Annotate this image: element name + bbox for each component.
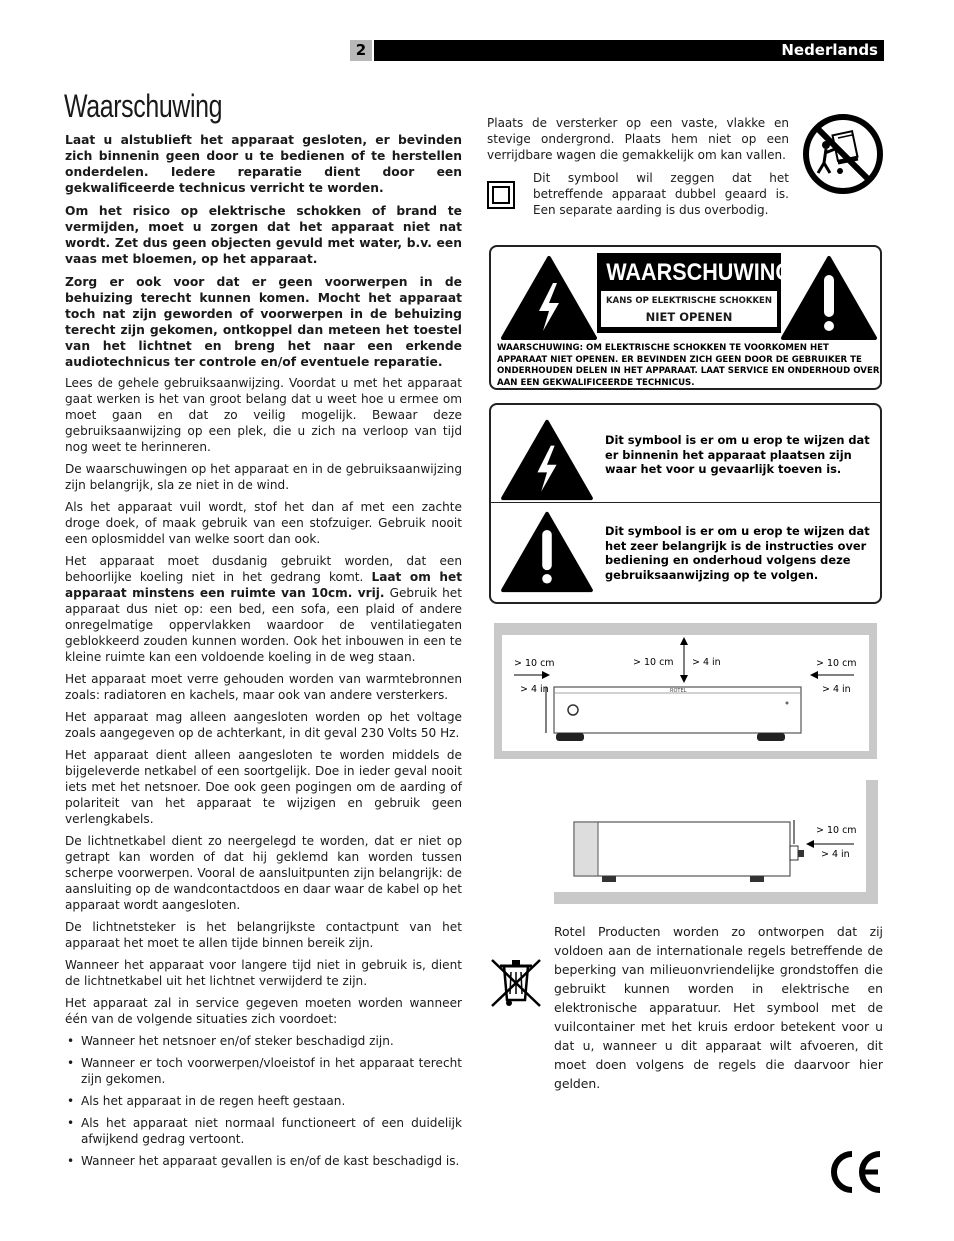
ce-mark bbox=[826, 1148, 886, 1196]
weee-bin-icon bbox=[488, 956, 544, 1010]
bold-text-run: Laat om het apparaat minstens een ruimte van 10cm. vrij. bbox=[65, 570, 462, 600]
paragraph: De lichtnetsteker is het belangrijkste contactpunt van het apparaat het moet te allen tijde binnen bereik zijn. bbox=[65, 920, 462, 950]
paragraph: Wanneer het apparaat voor langere tijd niet in gebruik is, dient de lichtnetkabel uit het lichtnet verwijderd te zijn. bbox=[65, 958, 462, 988]
paragraph: Lees de gehele gebruiksaanwijzing. Voordat u met het apparaat gaat werken is het van groot belang dat u weet hoe u ermee om moet gaan en dat zo veilig mogelijk. Bewaar deze gebruiksaanwijzing op een plek, die u zich na verloop van tijd nog weet te herinneren. bbox=[65, 376, 462, 454]
page-title: Waarschuwing bbox=[64, 88, 223, 124]
service-list bbox=[65, 1033, 462, 1169]
cart-warning-text: Plaats de versterker op een vaste, vlakke en stevige ondergrond. Plaats hem niet op een verrijdbare wagen die gemakkelijk om kan vallen. bbox=[487, 116, 789, 162]
clearance-label: > 10 cm bbox=[633, 657, 674, 668]
double-insulated-icon bbox=[487, 181, 515, 209]
bold-paragraph: Laat u alstublieft het apparaat gesloten, er bevinden zich binnenin geen door u te bedienen of te herstellen onderdelen. Iedere reparatie dient door een gekwalificeerde technicus verricht te worden. bbox=[65, 133, 462, 195]
divider bbox=[491, 502, 880, 503]
exclamation-warning-icon bbox=[779, 253, 879, 343]
paragraph: Het apparaat moet verre gehouden worden van warmtebronnen zoals: radiatoren en kachels, maar ook van andere versterkers. bbox=[65, 672, 462, 702]
lightning-warning-icon bbox=[499, 253, 599, 343]
list-item: • Als het apparaat in de regen heeft gestaan. bbox=[65, 1093, 462, 1109]
exclamation-symbol-text: Dit symbool is er om u erop te wijzen dat het zeer belangrijk is de instructies over bediening en onderhoud volgens deze gebruiksaanwijzing op te volgen. bbox=[605, 524, 870, 582]
clearance-diagram-front bbox=[494, 623, 877, 759]
clearance-label: > 4 in bbox=[692, 657, 721, 668]
exclamation-symbol-icon bbox=[499, 509, 595, 595]
list-item: • Wanneer het netsnoer en/of steker beschadigd zijn. bbox=[65, 1033, 462, 1049]
bold-paragraph: Zorg er ook voor dat er geen voorwerpen in de behuizing terecht kunnen komen. Mocht het apparaat toch nat zijn geworden of voorwerpen in de behuizing terecht zijn gekomen, ontkoppel dan meteen het toestel van het lichtnet en breng het naar een erkende audiotechnicus ter controle en/of eventuele reparatie. bbox=[65, 275, 462, 369]
clearance-label: > 4 in bbox=[520, 684, 549, 695]
lightning-symbol-icon bbox=[499, 417, 595, 503]
brand-label: ROTEL bbox=[670, 688, 687, 694]
warning-banner bbox=[597, 253, 793, 333]
page-number: 2 bbox=[350, 40, 372, 61]
banner-title: WAARSCHUWING bbox=[606, 259, 793, 286]
left-column bbox=[65, 132, 462, 1175]
clearance-label: > 10 cm bbox=[816, 658, 857, 669]
paragraph: Het apparaat zal in service gegeven moeten worden wanneer één van de volgende situaties zich voordoet: bbox=[65, 996, 462, 1026]
clearance-diagram-side bbox=[554, 780, 878, 904]
banner-sub1: KANS OP ELEKTRISCHE SCHOKKEN bbox=[606, 296, 772, 306]
warning-box bbox=[489, 245, 882, 390]
bold-paragraph: Om het risico op elektrische schokken of brand te vermijden, moet u zorgen dat het apparaat niet nat wordt. Zet dus geen objecten gevuld met water, b.v. een vaas met bloemen, op het apparaat. bbox=[65, 204, 462, 266]
banner-sub2: NIET OPENEN bbox=[645, 310, 733, 324]
paragraph: De lichtnetkabel dient zo neergelegd te worden, dat er niet op getrapt kan worden of dat hij geklemd kan worden tussen scherpe voorwerpen. Vooral de aansluitpunten zijn belangrijk: de aansluiting op de wandcontactdoos en daar waar de kabel op het apparaat wordt aangesloten. bbox=[65, 834, 462, 912]
text-run: Het apparaat moet dusdanig gebruikt worden, dat een behoorlijke koeling niet in het gedrang komt. bbox=[65, 554, 462, 584]
no-cart-icon bbox=[802, 113, 884, 195]
clearance-label: > 10 cm bbox=[514, 658, 555, 669]
list-item: • Als het apparaat niet normaal functioneert of een duidelijk afwijkend gedrag vertoont. bbox=[65, 1115, 462, 1147]
symbol-explanation-box bbox=[489, 403, 882, 604]
text-run: Gebruik het apparaat dus niet op: een bed, een sofa, een plaid of andere onregelmatige oppervlakken waardoor de ventilatiegaten geblokkeerd zouden kunnen worden. Ook het inbouwen in een te kleine ruimte kan een voldoende koeling in de weg staan. bbox=[65, 586, 462, 664]
paragraph: Het apparaat mag alleen aangesloten worden op het voltage zoals aangegeven op de achterkant, in dit geval 230 Volts 50 Hz. bbox=[65, 710, 462, 740]
paragraph: Als het apparaat vuil wordt, stof het dan af met een zachte droge doek, of maak gebruik van een stofzuiger. Gebruik nooit een oplosmiddel van welke soort dan ook. bbox=[65, 500, 462, 546]
banner-subtitle bbox=[601, 291, 777, 327]
language-bar: Nederlands bbox=[374, 40, 884, 61]
warning-box-text: WAARSCHUWING: OM ELEKTRISCHE SCHOKKEN TE VOORKOMEN HET APPARAAT NIET OPENEN. ER BEVINDEN ZICH GEEN DOOR DE GEBRUIKER TE ONDERHOUDEN DELEN IN HET APPARAAT. LAAT SERVICE EN ONDERHOUD OVER AAN EEN GEKWALIFICEERDE TECHNICUS. bbox=[497, 343, 880, 388]
paragraph-ventilation bbox=[65, 553, 462, 665]
list-item: • Wanneer er toch voorwerpen/vloeistof in het apparaat terecht zijn gekomen. bbox=[65, 1055, 462, 1087]
clearance-label: > 10 cm bbox=[816, 825, 857, 836]
clearance-label: > 4 in bbox=[821, 849, 850, 860]
lightning-symbol-text: Dit symbool is er om u erop te wijzen dat er binnenin het apparaat plaatsen zijn waar het voor u gevaarlijk toeven is. bbox=[605, 433, 870, 476]
list-item: • Wanneer het apparaat gevallen is en/of de kast beschadigd is. bbox=[65, 1153, 462, 1169]
side-amplifier-drawing bbox=[554, 780, 878, 904]
weee-text: Rotel Producten worden zo ontworpen dat zij voldoen aan de internationale regels betreffende de beperking van milieuonvriendelijke grondstoffen die gebruikt kunnen worden in elektrische en elektronische apparatuur. Het symbool met de vuilcontainer met het kruis erdoor betekent voor u dat u, wanneer u dit apparaat wilt afvoeren, dit moet doen volgens de regels die daarvoor hier gelden. bbox=[554, 924, 883, 1091]
clearance-label: > 4 in bbox=[822, 684, 851, 695]
double-insulated-text: Dit symbool wil zeggen dat het betreffende apparaat dubbel geaard is. Een separate aarding is dus overbodig. bbox=[533, 171, 789, 217]
paragraph: Het apparaat dient alleen aangesloten te worden middels de bijgeleverde netkabel of een soortgelijk. Doe in ieder geval nooit iets met het netsnoer. Doe ook geen pogingen om de aarding of polariteit van het apparaat te wijzigen en gebruik geen verlengkabels. bbox=[65, 748, 462, 826]
paragraph: De waarschuwingen op het apparaat en in de gebruiksaanwijzing zijn belangrijk, sla ze niet in de wind. bbox=[65, 462, 462, 492]
